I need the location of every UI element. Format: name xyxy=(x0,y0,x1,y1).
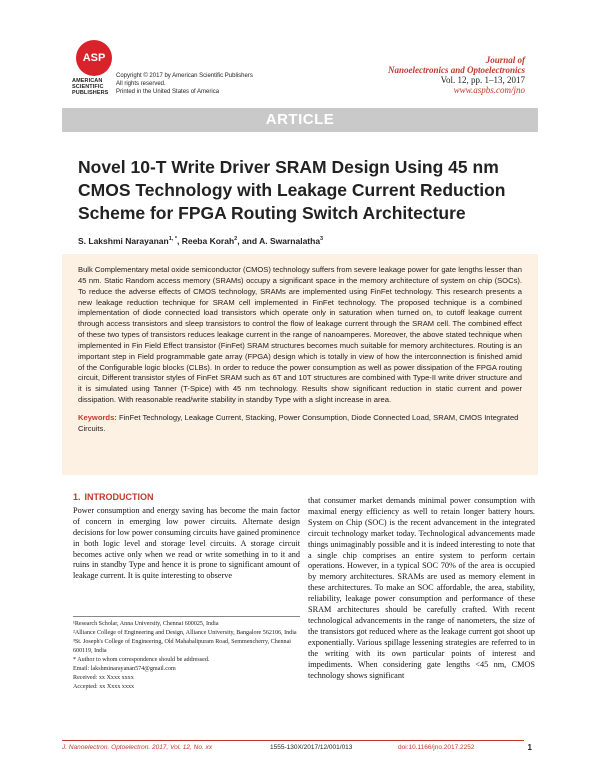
logo-line: PUBLISHERS xyxy=(72,90,109,96)
logo-mark: ASP xyxy=(82,52,106,64)
author-name: Reeba Korah xyxy=(181,236,235,246)
abstract-box xyxy=(62,254,538,475)
footnote: Accepted: xx Xxxx xxxx xyxy=(73,684,135,691)
body-column-left xyxy=(73,492,300,582)
author-affiliation-mark: 2 xyxy=(234,236,238,243)
body-column-right xyxy=(308,496,535,681)
author-affiliation-mark: 3 xyxy=(320,236,324,243)
footnote: ²Alliance College of Engineering and Design, Alliance University, Bangalore 562106, India xyxy=(73,630,297,637)
journal-info xyxy=(388,55,525,95)
section-title: INTRODUCTION xyxy=(84,492,154,502)
footnote: ¹Research Scholar, Anna University, Chennai 600025, India xyxy=(73,621,219,627)
footnote: * Author to whom correspondence should be addressed. xyxy=(73,656,210,663)
author-separator: , xyxy=(176,236,182,246)
author-affiliation-mark: 1, * xyxy=(168,236,177,243)
journal-url[interactable]: www.aspbs.com/jno xyxy=(453,85,525,95)
article-banner: ARTICLE xyxy=(62,108,538,132)
footer-issn: 1555-130X/2017/12/001/013 xyxy=(270,744,353,751)
copyright-line: Copyright © 2017 by American Scientific Publishers xyxy=(116,73,253,79)
footnote: ³St. Joseph's College of Engineering, Old Mahabalipuram Road, Semmencherry, Chennai 600119, India xyxy=(73,639,291,654)
intro-paragraph-left: Power consumption and energy saving has become the main factor of concern in emerging low power circuits. Alternate design decisions for low power consuming circuits have gained prominence in both logic level and storage level circuits. A storage circuit becomes active only when we read or write something in to it and ruins in standby Type and hence it is prone to significant amount of leakage current. It is quite interesting to observe xyxy=(73,505,300,581)
paper-title: Novel 10-T Write Driver SRAM Design Using 45 nm CMOS Technology with Leakage Current Reduction Scheme for FPGA Routing Switch Architecture xyxy=(78,157,506,223)
journal-name-line2: Nanoelectronics and Optoelectronics xyxy=(388,65,525,75)
footnote: Received: xx Xxxx xxxx xyxy=(73,675,134,682)
copyright-line: All rights reserved. xyxy=(116,81,166,87)
author-separator: , and xyxy=(237,236,260,246)
section-number: 1. xyxy=(73,492,81,502)
copyright-line: Printed in the United States of America xyxy=(116,89,220,95)
author-name: S. Lakshmi Narayanan xyxy=(78,236,169,246)
footnote: Email: lakshminarayanan574@gmail.com xyxy=(73,665,176,672)
footnotes xyxy=(73,616,300,692)
logo-line: AMERICAN xyxy=(72,78,103,84)
copyright-notice xyxy=(116,72,253,96)
keywords-list: FinFet Technology, Leakage Current, Stacking, Power Consumption, Diode Connected Load, SRAM, CMOS Integrated Circuits. xyxy=(78,412,519,433)
publisher-logo xyxy=(72,40,116,96)
author-name: A. Swarnalatha xyxy=(259,236,321,246)
journal-volume: Vol. 12, pp. 1–13, 2017 xyxy=(440,75,525,85)
logo-line: SCIENTIFIC xyxy=(72,84,104,90)
journal-name-line1: Journal of xyxy=(485,55,525,65)
author-list xyxy=(78,236,323,246)
keywords xyxy=(78,413,522,435)
page-number: 1 xyxy=(527,743,532,752)
logo-wordmark xyxy=(72,78,116,96)
footer-journal-ref: J. Nanoelectron. Optoelectron. 2017, Vol. 12, No. xx xyxy=(62,744,213,751)
footer-doi[interactable]: doi:10.1166/jno.2017.2252 xyxy=(398,744,475,751)
intro-paragraph-right: that consumer market demands minimal power consumption with maximal energy efficiency as well to retain longer battery hours. System on Chip (SOC) is the recent advancement in the integrated circuit technology market today. Technological advancements made things unimaginably possible and it is indeed interesting to note that a single chip comprises an entire system to perform certain operations. However, in a typical SOC 70% of the area is occupied by memory architectures. SRAMs are used as memory element in these architectures. To make an SOC affordable, the area, stability, reliability, leakage power consumption and performance of these SRAM architectures should be carefully crafted. With recent technological advancements in the range of nanometers, the size of the transistors got reduced where as the leakage current got shoot up exponentially. Various spillage lessening strategies are referred to in the writing with its own particular points of interest and impediments. When considering gate lengths <45 nm, CMOS technology shows significant xyxy=(308,496,535,680)
section-heading xyxy=(73,492,300,503)
abstract-text: Bulk Complementary metal oxide semiconductor (CMOS) technology suffers from severe leakage power for gate lengths lesser than 45 nm. Static Random access memory (SRAMs) occupy a significant space in the memory architecture of system on chip (SOCs). To reduce the adverse effects of CMOS technology, SRAMs are implemented using FinFet technology. This research presents a new leakage reduction technique for SRAM cell implemented in FinFet technology. The proposed technique is a combined implementation of diode connected load transistors which operate only in saturation when turned on, to cutoff leakage current through access transistors and sleep transistors to control the flow of leakage current through the SRAM cell. The combined effect of these two types of transistors reduces leakage current in the range of nanoamperes. Moreover, the above stated technique when implemented in Fin Field Effect transistor (FinFet) SRAM structures becomes much suitable for memory architectures. Routing is an important step in Field programmable gate array (FPGA) design which is totally in view of how the interconnection is finished amid of the Configurable logic blocks (CLBs). In order to reduce the power consumption as well as power dissipation of the FPGA routing circuit, Different transistor styles of FinFet SRAM such as 6T and 10T structures are combined with Type-II write driver structure and it is simulated using Tanner (T-Spice) with 45 nm technology. Results show significant reduction in static current and power dissipation. With reasonable read/write stability in standby Type with a slight increase in area. xyxy=(78,265,522,405)
keywords-label: Keywords: xyxy=(78,412,117,422)
asp-logo-icon xyxy=(76,40,112,76)
page-footer xyxy=(62,740,532,753)
